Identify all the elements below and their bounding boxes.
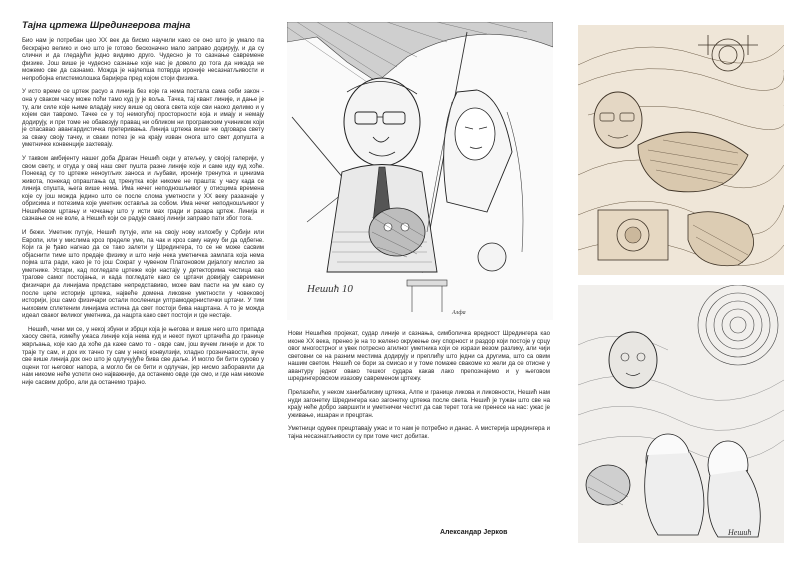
schrodinger-drawing-svg (287, 22, 553, 320)
main-caption: Алфа (452, 310, 466, 316)
schrodinger-drawing (287, 22, 553, 320)
sepia-drawing-svg (578, 25, 784, 275)
author-name: Александар Јерков (440, 529, 508, 536)
mid-paragraph-2: Прелазећи, у неком ханибализму цртежа, Алпе и границе ликова и ликовности, Нешић нам нуди загонетку Шредингера као загонетку цртежа после света. Нешић је тужан што све на крају неће добро завршити и уметнички честит да сав терет тога не пренесе на нас: ужас је уживање, ишаран и прецртан. (288, 389, 550, 419)
left-paragraph-2: У исто време се цртеж расуо а линија без које га нема постала сама себи закон - она у сваком часу може поћи тамо куд ју је воља. Тачка, тај квант линије, и дање је ту, али силе које њиме владају нису више од овога света које сви наоко делимо и у којем сви тавромо. Тачке се у тој немогућој просторности која и имају и немају додирују, и при томе не обавезују правац ни обликом ни програмским учиником који је спасавао авангардистичка претеривања. Линија цртежа више не одговара свету за сваку своју тачку, и сваки потез је на крају изван онога што свет допушта а уметничке конвенције захтевају. (22, 88, 264, 149)
left-paragraph-3: У таквом амбијенту нашег доба Драган Нешић седи у атељеу, у својој галерији, у свом свету, и отуда у овај наш свет пушта разне линије које и саме иду куд хоће. Понекад су то цртеже неноугљих заноса и љубави, ироније тренутка и цинизма живота, понекад опраштања од тренутка који никоме не праштa: у часу када се линија спушта, њега више нема. Има нечег неподношљивог у отисцима времена које су још можда једино што се после слома уметности у XX веку разазнаје у обрисима и потезима које уметник оставља за собом. Има нечег неподношљивог у Нешићевом цртању и чочкању што у исти мах гради и разара цртеж. Линија и сазнање се не воле, а Нешић који се радује свакој линији заправо пати због тога. (22, 155, 264, 223)
sepia-drawing (578, 25, 784, 275)
grey-drawing-svg (578, 285, 784, 543)
main-signature: Нешић 10 (307, 283, 353, 295)
left-paragraph-5: Нешић, чини ми се, у некој збуни и збрци која је његова и више него што припада хаосу света, измећу ужаса линије која нема куд и некот пукот цртачића до границе жврљања, које као да хоће да каже само то - овде сам, још вучем линије и док то траје ту сам, и док их тачно ту сам у некој конвулзији, хладно грозничавости, вуче све више линија док оно што је одлучујуће бива све даље. И могло би бити сурово у оцени тог његовог напора, а могло би се бити и одлучан, јер нисмо заборавили да нам никоме неће успети оно најважније, да останемо овде где смо, и где нам никоме није сасвим добро, али да останемо трајно. (22, 325, 264, 386)
middle-text-column (288, 330, 550, 447)
mid-paragraph-1: Нови Нешићев пројекат, судар линије и сазнања, симболичка вредност Шредингера као иконе XX века, пренео је на то желено окружење ону спорност и раздор који постоје у срцу овог многострног и увек потресно агилног уметника који се изрази везом разлику, али чији световни се на разним местима додирују и преплићу што једни са другима, што са овим нашим светом. Нешић се бори за смисао и у томе помаже свакоме ко жели да се отисне у авантуру једног овако тешког судара какав лако препознајемо и у његовом шредингеровском изазову савременом цртежу. (288, 330, 550, 383)
left-paragraph-4: И бежи. Уметник путује, Нешић путује, или на своју нову изложбу у Србији или Европи, или у мислима кроз пределе уме, па чак и кроз саму науку би да одбегне. Који га је ђаво нагнао да се тако залети у Шредингера, то се не може сасвим објаснити тиме што предаје физику и што није нека уметничка замлата која нема појма шта ради, како је то још Сократ у чувеном Платоновом дијалогу мислио за уметнике. Устари, кад погледате цртеже који настају у детекторима честица као трагове самог постојања, и када погледате како се цртачи довијају савремени физичари да линијама представе непредставиво, може вам пасти на ум како су после цепе историје цртежа, највеће домена ликовне уметности у човековој историји, још само физичари остали посленици ултрамодернистички цртачи. У тим њиховим сплетеним линијама истина да свет постоји бива нацртана. А то је можда идеал сваког великог уметника, да нацрта како свет постоји и где нестаје. (22, 229, 264, 320)
article-title: Тајна цртежа Шредингерова тајна (22, 20, 191, 31)
left-text-column (22, 20, 264, 392)
bottom-signature: Нешић (728, 528, 752, 537)
grey-drawing (578, 285, 784, 543)
left-paragraph-1: Био нам је потребан цео XX век да бисмо научили како се оно што је умало па бескрајно велико и оно што је готово бесконачно мало заправо додирују, и да су слични и да гледајући једно видимо друго. Чудесно је то сазнање савремене физике. Још више је чудесно сазнање које нас је довело до тога да никада не можемо све да сазнамо. Можда је најлепша потврда ироније несазнатљивости и непробојна епистемолошка баријера пред којом стоји физика. (22, 37, 264, 82)
mid-paragraph-3: Уметници одувек прецртавају ужас и то нам је потребно и данас. А мистерија шредингера и тајна несазнатљивости су при томе чист добитак. (288, 425, 550, 440)
